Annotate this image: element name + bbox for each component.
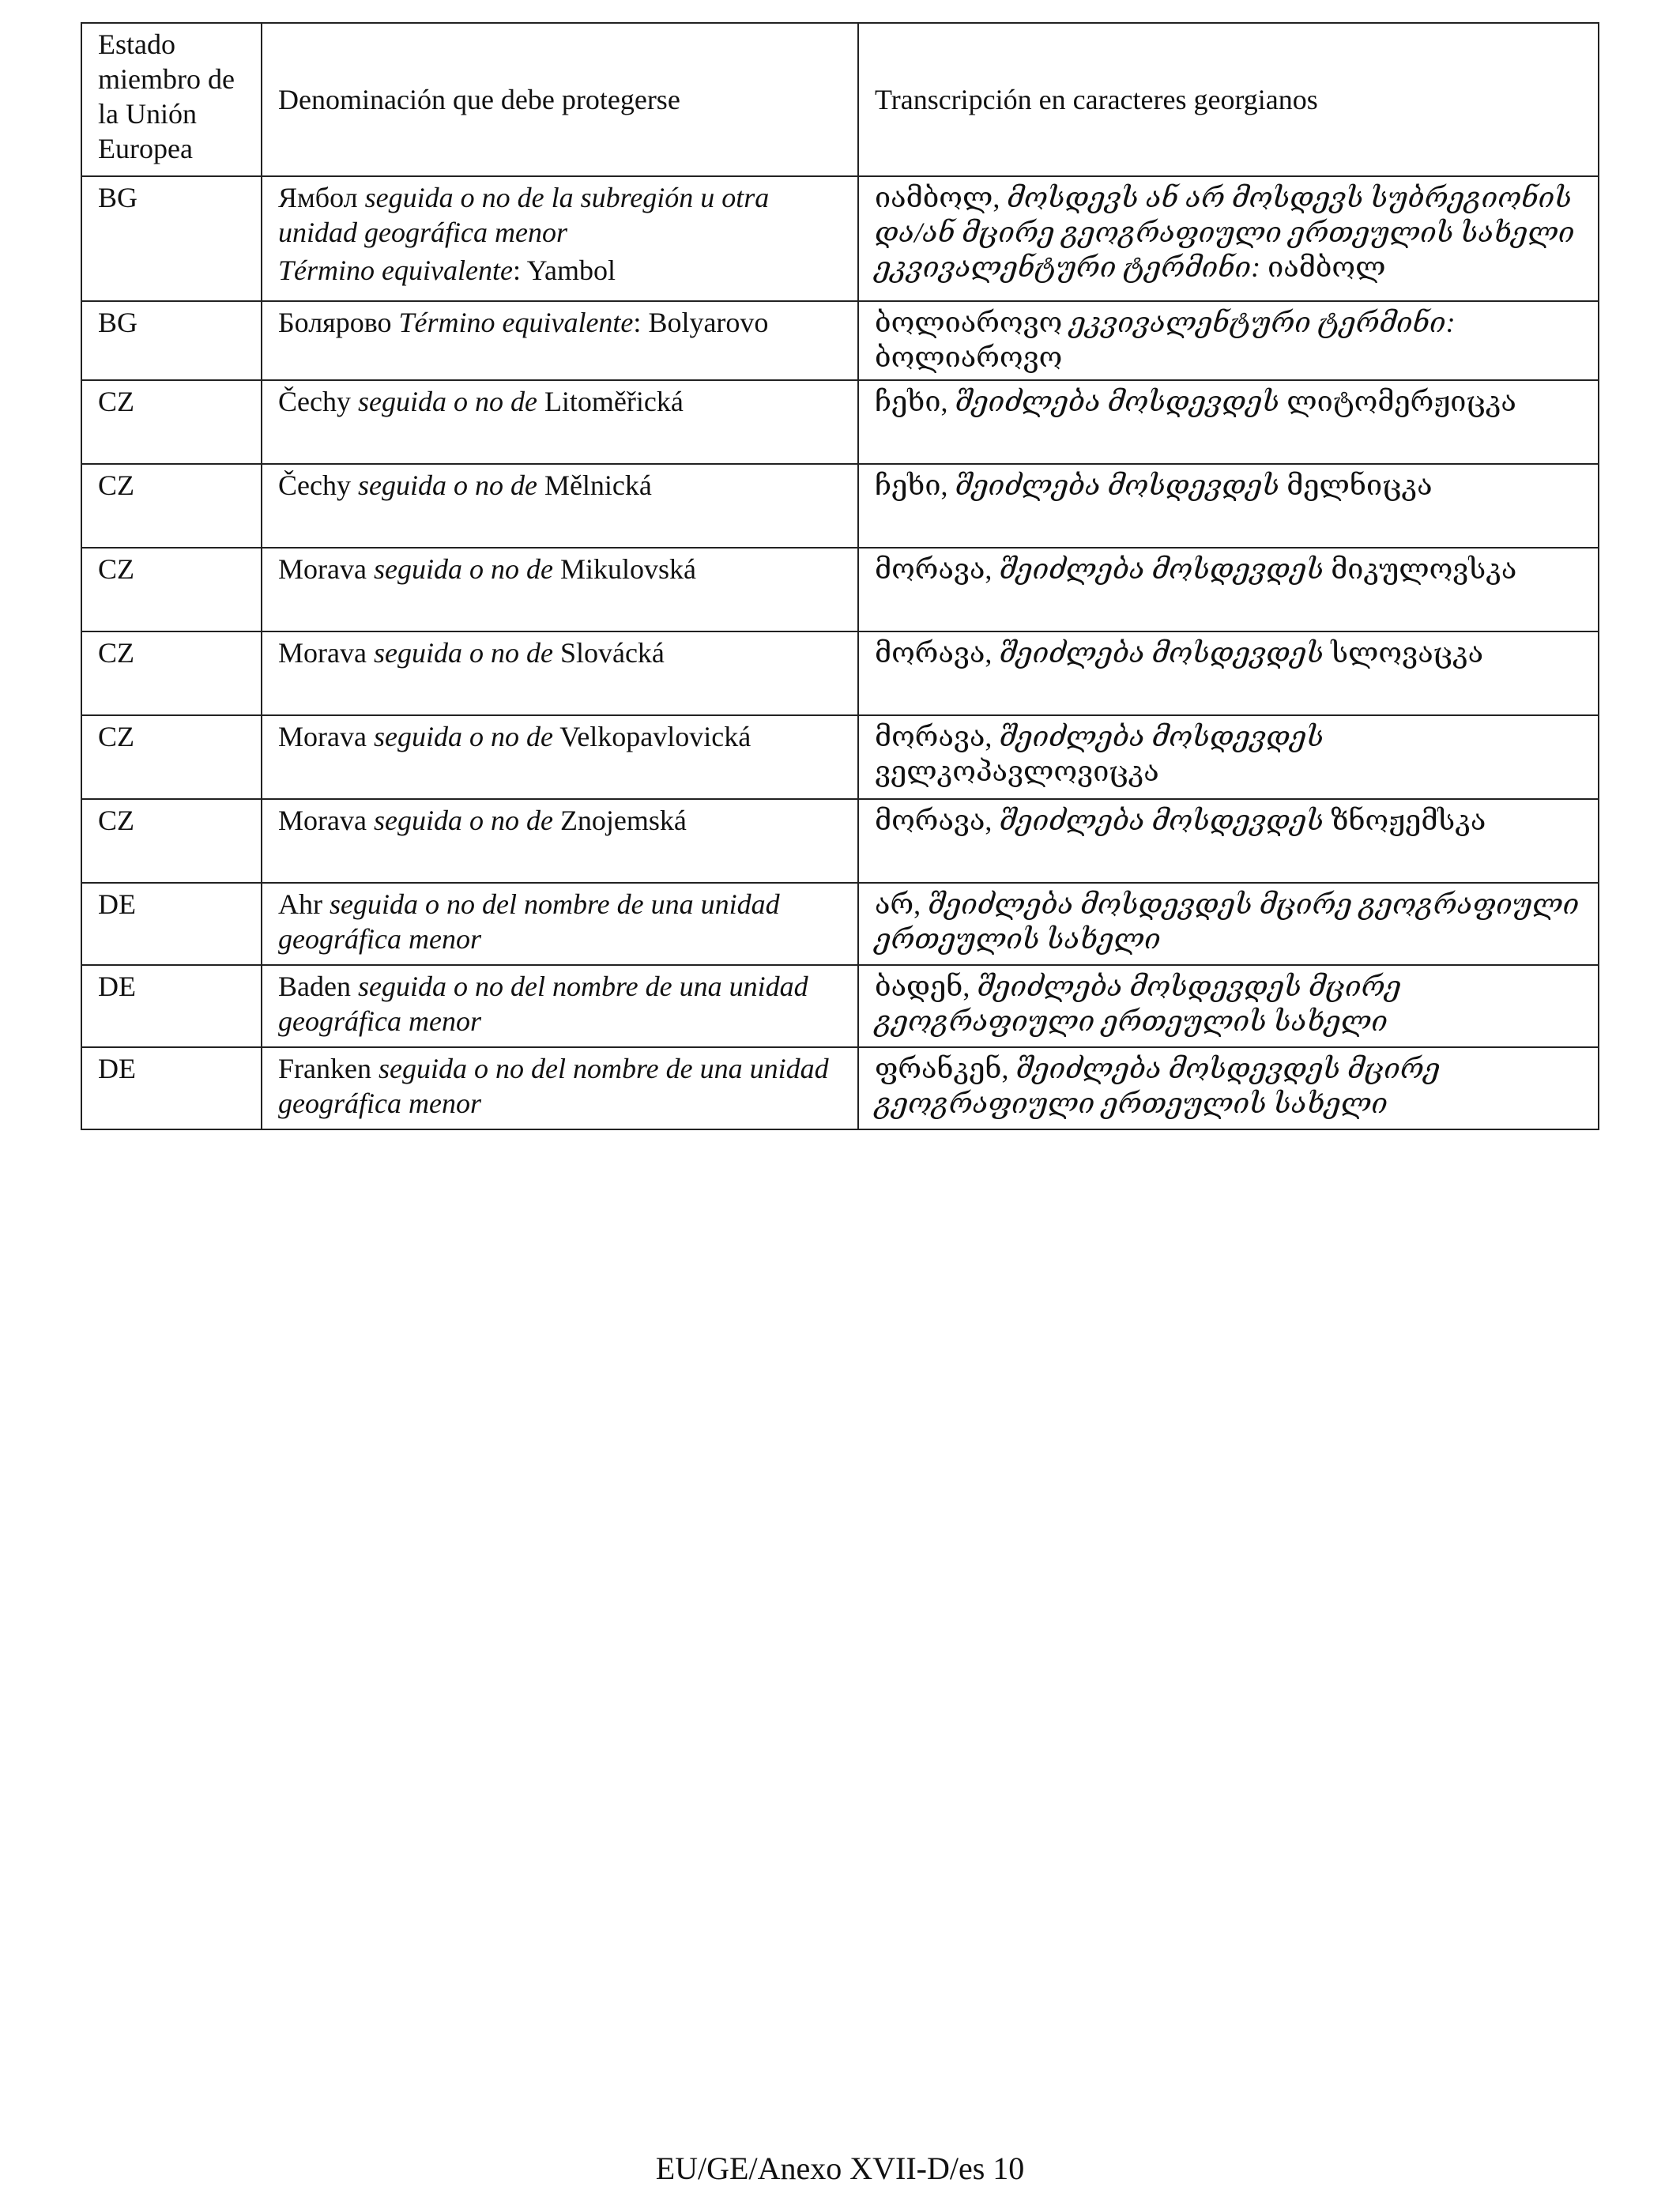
cell-transcription [858,799,1599,883]
cell-state: BG [81,301,262,380]
equiv-label: Término equivalente [278,254,513,286]
annex-table [81,22,1599,1130]
header-state: Estado miembro de la Unión Europea [81,23,262,176]
geo-main: ფრანკენ, [875,1053,1009,1084]
name-qualifier: seguida o no de [357,386,537,417]
name-qualifier: seguida o no de [357,469,537,501]
page-footer: EU/GE/Anexo XVII-D/es 10 [655,2151,1025,2186]
cell-state: DE [81,883,262,965]
equiv-value: Bolyarovo [648,307,769,338]
table-row [81,176,1599,301]
geo-main: მორავა, [875,805,993,836]
table-row [81,965,1599,1047]
cell-name [262,883,858,965]
geo-qualifier: შეიძლება მოსდევდეს [999,553,1324,585]
cell-transcription [858,380,1599,464]
cell-transcription [858,548,1599,631]
geo-tail: ველკოპავლოვიცკა [875,756,1159,787]
table-row [81,631,1599,715]
cell-name [262,715,858,799]
name-qualifier: seguida o no de [373,553,553,585]
geo-main: ბოლიაროვო [875,307,1063,338]
table-row [81,548,1599,631]
name-tail: Znojemská [559,805,687,836]
cell-state: CZ [81,631,262,715]
name-main: Morava [278,805,367,836]
name-tail: Velkopavlovická [559,721,751,752]
geo-qualifier: შეიძლება მოსდევდეს მცირე გეოგრაფიული ერთეულის სახელი [875,888,1580,955]
geo-equiv: ბოლიაროვო [875,341,1063,373]
geo-tail: მიკულოვსკა [1331,553,1517,585]
name-qualifier: seguida o no de [373,637,553,669]
name-qualifier: seguida o no del nombre de una unidad geográfica menor [278,971,808,1037]
cell-name [262,548,858,631]
name-qualifier: seguida o no del nombre de una unidad geográfica menor [278,1053,829,1119]
cell-transcription [858,301,1599,380]
cell-name [262,799,858,883]
geo-main: ბადენ, [875,971,970,1002]
cell-state: CZ [81,380,262,464]
geo-main: ჩეხი, [875,469,948,501]
cell-state: CZ [81,548,262,631]
name-main: Čechy [278,469,351,501]
geo-qualifier: შეიძლება მოსდევდეს მცირე გეოგრაფიული ერთეულის სახელი [875,971,1402,1037]
name-tail: Litoměřická [544,386,684,417]
geo-qualifier: შეიძლება მოსდევდეს [999,805,1324,836]
table-row [81,301,1599,380]
header-transcription: Transcripción en caracteres georgianos [858,23,1599,176]
cell-transcription [858,464,1599,548]
cell-name [262,1047,858,1129]
name-qualifier: seguida o no de [373,805,553,836]
name-main: Morava [278,637,367,669]
cell-state: DE [81,965,262,1047]
cell-transcription [858,883,1599,965]
geo-qualifier: შეიძლება მოსდევდეს [955,386,1280,417]
name-main: Болярово [278,307,392,338]
cell-transcription [858,176,1599,301]
table-header-row [81,23,1599,176]
cell-transcription [858,631,1599,715]
name-main: Baden [278,971,351,1002]
geo-main: იამბოლ, [875,182,1000,213]
geo-equiv: იამბოლ [1268,251,1386,283]
name-tail: Slovácká [559,637,665,669]
name-main: Morava [278,553,367,585]
cell-name [262,631,858,715]
table-row [81,380,1599,464]
geo-tail: ზნოჟემსკა [1331,805,1486,836]
cell-name [262,301,858,380]
cell-name [262,176,858,301]
cell-name [262,965,858,1047]
equiv-value: Yambol [526,254,616,286]
name-qualifier: seguida o no de la subregión u otra unidad geográfica menor [278,182,770,248]
geo-qualifier: შეიძლება მოსდევდეს [955,469,1280,501]
name-main: Čechy [278,386,351,417]
geo-main: მორავა, [875,721,993,752]
table-row [81,883,1599,965]
cell-transcription [858,1047,1599,1129]
cell-state: CZ [81,799,262,883]
name-tail: Mělnická [544,469,652,501]
cell-name [262,464,858,548]
name-qualifier: seguida o no del nombre de una unidad geográfica menor [278,888,780,955]
table-row [81,1047,1599,1129]
geo-qualifier: შეიძლება მოსდევდეს [999,721,1324,752]
geo-main: მორავა, [875,637,993,669]
equiv-label: Término equivalente [398,307,634,338]
geo-tail: ლიტომერჟიცკა [1286,386,1516,417]
equiv-sep: : [512,254,521,286]
name-main: Morava [278,721,367,752]
geo-qualifier: მოსდევს ან არ მოსდევს სუბრეგიონის და/ან მცირე გეოგრაფიული ერთეულის სახელი ეკვივალენტური ტერმინი: [875,182,1575,283]
name-main: Ahr [278,888,322,920]
name-qualifier: seguida o no de [373,721,553,752]
header-name: Denominación que debe protegerse [262,23,858,176]
geo-qualifier: შეიძლება მოსდევდეს მცირე გეოგრაფიული ერთეულის სახელი [875,1053,1441,1119]
cell-state: CZ [81,715,262,799]
name-main: Franken [278,1053,371,1084]
cell-transcription [858,715,1599,799]
name-main: Ямбол [278,182,358,213]
table-row [81,715,1599,799]
cell-state: DE [81,1047,262,1129]
geo-tail: მელნიცკა [1286,469,1433,501]
cell-state: BG [81,176,262,301]
cell-name [262,380,858,464]
cell-state: CZ [81,464,262,548]
geo-tail: სლოვაცკა [1331,637,1484,669]
cell-transcription [858,965,1599,1047]
table-row [81,464,1599,548]
table-row [81,799,1599,883]
geo-main: მორავა, [875,553,993,585]
equiv-sep: : [633,307,642,338]
name-tail: Mikulovská [559,553,696,585]
geo-main: არ, [875,888,921,920]
geo-qualifier: ეკვივალენტური ტერმინი: [1069,307,1456,338]
geo-qualifier: შეიძლება მოსდევდეს [999,637,1324,669]
geo-main: ჩეხი, [875,386,948,417]
